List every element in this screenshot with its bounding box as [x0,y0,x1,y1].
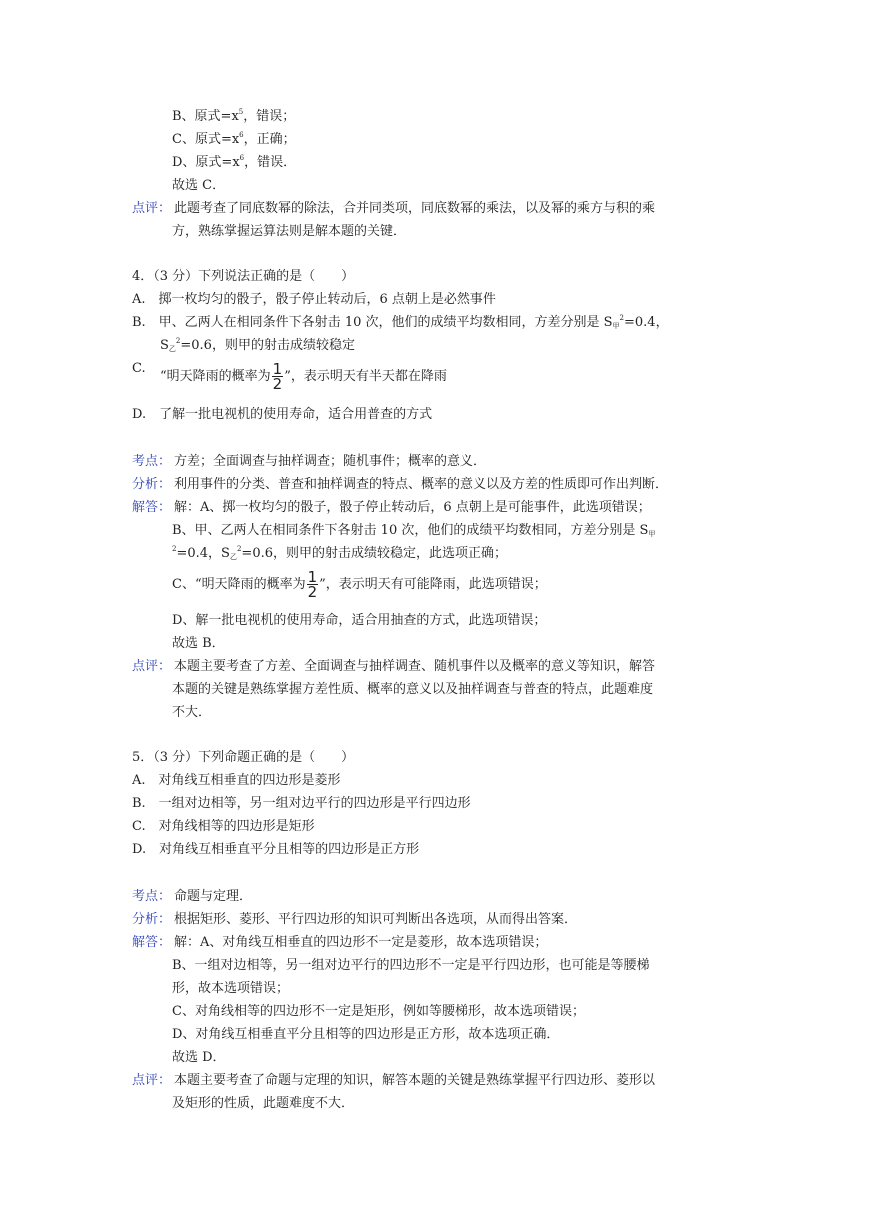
q3-option-b-line: B、原式$=x^5$，错误； [172,108,296,124]
fraction-one-half: $\frac{1}{2}$ [307,568,318,601]
q5-option-c: C. 对角线相等的四边形是矩形 [132,819,315,834]
q4-fenxi: 利用事件的分类、普查和抽样调查的特点、概率的意义以及方差的性质即可作出判断． [174,477,669,492]
q4-jieda-c: C、“明天降雨的概率为 $\frac{1}{2}$ ”，表示明天有可能降雨，此选项错误； [172,568,547,601]
q3-comment-label: 点评： [132,201,172,216]
q4-option-c: “明天降雨的概率为 $\frac{1}{2}$ ”，表示明天有半天都在降雨 [160,360,447,393]
q3-option-c-line: C、原式$=x^6$，正确； [172,131,296,147]
q4-jieda-a: 解：A、掷一枚均匀的骰子，骰子停止转动后，6 点朝上是可能事件，此选项错误； [174,500,651,515]
q3-comment-line: 此题考查了同底数幂的除法，合并同类项，同底数幂的乘法，以及幂的乘方与积的乘 [174,201,656,216]
q5-jieda-line: 解：A、对角线互相垂直的四边形不一定是菱形，故本选项错误； [174,935,548,950]
q5-jieda-line: 形，故本选项错误； [172,981,290,996]
q4-jieda-b: B、甲、乙两人在相同条件下各射击 10 次，他们的成绩平均数相同，方差分别是 $S_甲$ [172,523,656,538]
q5-option-d: D. 对角线互相垂直平分且相等的四边形是正方形 [132,842,420,857]
q4-option-a: A. 掷一枚均匀的骰子，骰子停止转动后，6 点朝上是必然事件 [132,292,496,307]
q5-jieda-line: D、对角线互相垂直平分且相等的四边形是正方形，故本选项正确． [172,1027,560,1042]
q3-choose-answer: 故选 C． [172,178,226,193]
q5-option-a: A. 对角线互相垂直的四边形是菱形 [132,773,341,788]
q5-comment-line: 及矩形的性质，此题难度不大． [172,1096,355,1111]
q4-jieda-label: 解答： [132,500,172,515]
q3-option-d-line: D、原式$=x^6$，错误． [172,154,297,170]
q4-stem: 4．（3 分）下列说法正确的是（ ） [132,269,355,284]
q4-choose-answer: 故选 B． [172,636,225,651]
q4-option-d: D. 了解一批电视机的使用寿命，适合用普查的方式 [132,407,433,422]
q4-comment-line: 本题主要考查了方差、全面调查与抽样调查、随机事件以及概率的意义等知识，解答 [174,659,656,674]
q5-jieda-label: 解答： [132,935,172,950]
q4-comment-label: 点评： [132,659,172,674]
q5-option-b: B. 一组对边相等，另一组对边平行的四边形是平行四边形 [132,796,471,811]
q4-comment-line: 不大． [172,705,212,720]
q5-jieda-line: B、一组对边相等，另一组对边平行的四边形不一定是平行四边形，也可能是等腰梯 [172,958,650,973]
q5-fenxi-label: 分析： [132,912,172,927]
q4-comment-line: 本题的关键是熟练掌握方差性质、概率的意义以及抽样调查与普查的特点，此题难度 [172,682,654,697]
q4-kaodian-label: 考点： [132,454,172,469]
q5-jieda-line: C、对角线相等的四边形不一定是矩形，例如等腰梯形，故本选项错误； [172,1004,585,1019]
q3-comment-line: 方，熟练掌握运算法则是解本题的关键． [172,224,407,239]
q5-stem: 5．（3 分）下列命题正确的是（ ） [132,750,355,765]
q4-kaodian: 方差；全面调查与抽样调查；随机事件；概率的意义． [174,454,487,469]
q4-option-c-letter: C. [132,361,146,376]
q4-jieda-d: D、解一批电视机的使用寿命，适合用抽查的方式，此选项错误； [172,613,547,628]
q5-kaodian: 命题与定理． [174,889,253,904]
q4-option-b-continued: $S_乙^2=0.6$，则甲的射击成绩较稳定 [160,337,355,353]
fraction-one-half: $\frac{1}{2}$ [272,360,283,393]
q5-fenxi: 根据矩形、菱形、平行四边形的知识可判断出各选项，从而得出答案． [174,912,578,927]
q5-kaodian-label: 考点： [132,889,172,904]
q5-choose-answer: 故选 D． [172,1050,226,1065]
q5-comment-line: 本题主要考查了命题与定理的知识，解答本题的关键是熟练掌握平行四边形、菱形以 [174,1073,656,1088]
q4-option-b: B. 甲、乙两人在相同条件下各射击 10 次，他们的成绩平均数相同，方差分别是 $S_甲^2=0.4$， [132,314,669,330]
q5-comment-label: 点评： [132,1073,172,1088]
q4-jieda-b-continued: $^2$=0.4，$S_乙^2=0.6$，则甲的射击成绩较稳定，此选项正确； [172,545,507,561]
q4-fenxi-label: 分析： [132,477,172,492]
